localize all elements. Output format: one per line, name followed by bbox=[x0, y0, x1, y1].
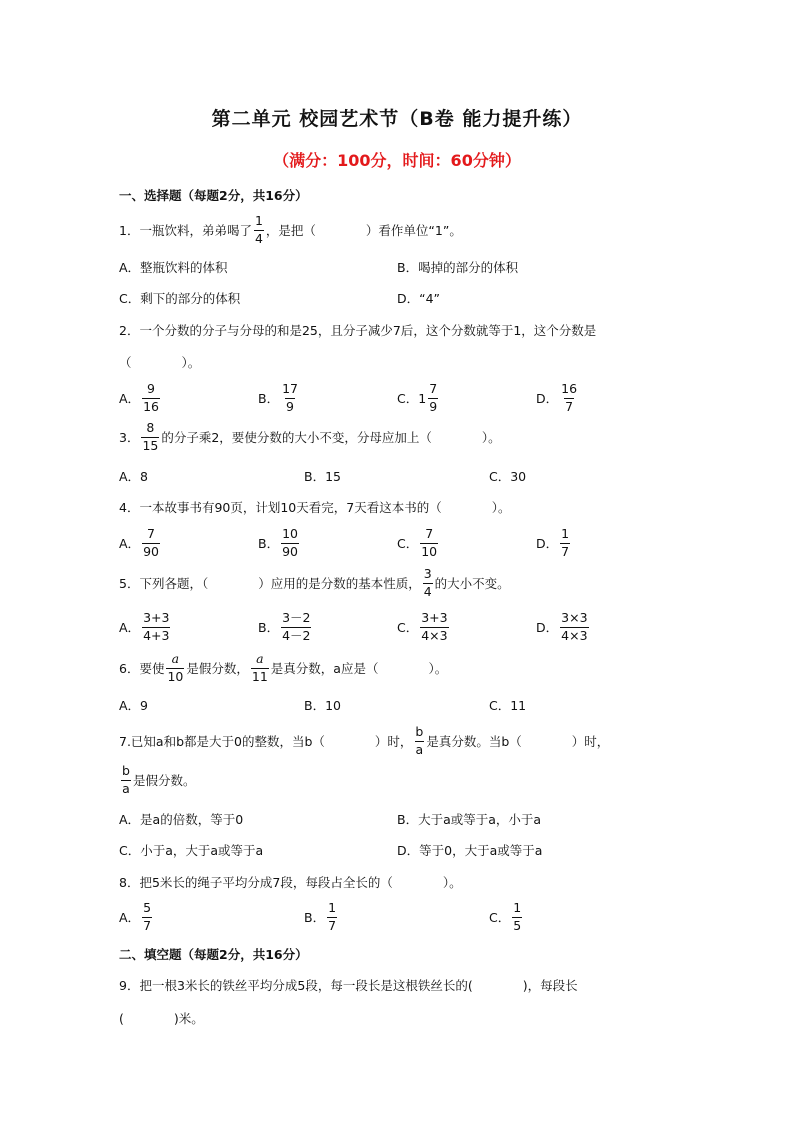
q6-stem-pre: 6．要使 bbox=[119, 661, 165, 676]
question-4: 4．一本故事书有90页，计划10天看完，7天看这本书的（ ）。 bbox=[119, 500, 511, 515]
option-label: C． bbox=[397, 536, 419, 551]
frac-numerator: 3+3 bbox=[421, 610, 448, 625]
frac-denominator: 15 bbox=[142, 437, 159, 453]
frac-numerator: 10 bbox=[282, 526, 298, 541]
option-fraction bbox=[420, 528, 438, 558]
option-label: C． bbox=[397, 620, 419, 635]
frac-numerator: 17 bbox=[282, 381, 298, 396]
frac-numerator: 3×3 bbox=[561, 610, 588, 625]
question-8: 8．把5米长的绳子平均分成7段，每段占全长的（ ）。 bbox=[119, 875, 462, 890]
option-label: B． bbox=[258, 620, 280, 635]
q3-stem-post: 的分子乘2，要使分数的大小不变，分母应加上（ ）。 bbox=[161, 430, 501, 445]
option-fraction bbox=[560, 528, 570, 558]
option-fraction bbox=[281, 528, 299, 558]
q5-stem-pre: 5．下列各题，（ ）应用的是分数的基本性质， bbox=[119, 576, 421, 591]
q3-option-c[interactable]: C．30 bbox=[489, 469, 527, 484]
q6-stem-post: 是真分数，a应是（ ）。 bbox=[270, 661, 448, 676]
frac-numerator: a bbox=[171, 651, 180, 666]
option-label: D． bbox=[536, 620, 559, 635]
page-subtitle: （满分：100分，时间：60分钟） bbox=[273, 151, 521, 170]
q5-option-b[interactable] bbox=[258, 610, 313, 644]
q6-stem-mid: 是假分数， bbox=[186, 661, 249, 676]
frac-numerator: 1 bbox=[561, 526, 570, 541]
section-heading-fill-blank: 二、填空题（每题2分，共16分） bbox=[119, 947, 308, 962]
frac-numerator: b bbox=[122, 763, 130, 778]
q1-stem-post: ，是把（ ）看作单位“1”。 bbox=[265, 223, 462, 238]
frac-numerator: 1 bbox=[254, 213, 263, 228]
frac-numerator: 3－2 bbox=[282, 610, 311, 625]
question-3 bbox=[119, 420, 501, 454]
frac-denominator: 10 bbox=[167, 668, 184, 684]
section-heading-choice: 一、选择题（每题2分，共16分） bbox=[119, 188, 308, 203]
option-label: A． bbox=[119, 536, 141, 551]
q7-stem-mid: 是真分数。当b（ ）时， bbox=[426, 734, 610, 749]
option-label: D． bbox=[536, 536, 559, 551]
option-label: A． bbox=[119, 910, 141, 925]
option-label: B． bbox=[258, 536, 280, 551]
frac-denominator: 7 bbox=[143, 917, 152, 933]
frac-denominator: 7 bbox=[561, 543, 570, 559]
frac-denominator: 4+3 bbox=[143, 627, 170, 643]
frac-denominator: 10 bbox=[421, 543, 438, 559]
option-label: D． bbox=[536, 391, 559, 406]
option-label: B． bbox=[258, 391, 280, 406]
option-label: A． bbox=[119, 391, 141, 406]
frac-denominator: 90 bbox=[143, 543, 159, 559]
frac-denominator: 16 bbox=[143, 398, 159, 414]
mixed-whole: 1 bbox=[418, 390, 427, 406]
option-fraction bbox=[420, 612, 448, 642]
q7-option-a[interactable]: A．是a的倍数，等于0 bbox=[119, 812, 244, 827]
frac-denominator: 9 bbox=[429, 398, 438, 414]
option-fraction bbox=[142, 383, 160, 413]
option-fraction bbox=[142, 902, 152, 932]
option-fraction bbox=[142, 528, 160, 558]
frac-numerator: 8 bbox=[146, 420, 155, 435]
q4-option-d[interactable] bbox=[536, 526, 572, 560]
frac-denominator: 4 bbox=[423, 583, 432, 599]
q7-option-b[interactable]: B．大于a或等于a，小于a bbox=[397, 812, 542, 827]
frac-denominator: 7 bbox=[328, 917, 337, 933]
q6-option-a[interactable]: A．9 bbox=[119, 698, 149, 713]
frac-denominator: 4×3 bbox=[561, 627, 588, 643]
q1-option-a[interactable]: A．整瓶饮料的体积 bbox=[119, 260, 228, 275]
q3-fraction bbox=[141, 422, 159, 452]
question-7 bbox=[119, 724, 609, 758]
frac-numerator: 7 bbox=[425, 526, 434, 541]
question-9-line-2: ( )米。 bbox=[119, 1011, 204, 1026]
option-fraction bbox=[281, 612, 311, 642]
q2-option-c[interactable] bbox=[397, 381, 440, 415]
q2-option-b[interactable] bbox=[258, 381, 301, 415]
q7-stem-post: 是假分数。 bbox=[132, 773, 196, 788]
option-fraction bbox=[428, 383, 438, 413]
option-fraction bbox=[142, 612, 170, 642]
q5-fraction bbox=[423, 568, 433, 598]
question-2-line-1: 2．一个分数的分子与分母的和是25，且分子减少7后，这个分数就等于1，这个分数是 bbox=[119, 323, 597, 338]
frac-denominator: 4－2 bbox=[282, 627, 311, 643]
frac-numerator: 1 bbox=[328, 900, 337, 915]
q3-stem-pre: 3． bbox=[119, 430, 140, 445]
q7-fraction-1 bbox=[414, 726, 424, 756]
q3-option-a[interactable]: A．8 bbox=[119, 469, 149, 484]
option-fraction bbox=[512, 902, 522, 932]
q5-option-c[interactable] bbox=[397, 610, 451, 644]
question-1 bbox=[119, 213, 462, 247]
question-5 bbox=[119, 566, 510, 600]
q7-option-d[interactable]: D．等于0，大于a或等于a bbox=[397, 843, 543, 858]
question-2-line-2: （ ）。 bbox=[119, 355, 201, 370]
q7-option-c[interactable]: C．小于a，大于a或等于a bbox=[119, 843, 264, 858]
frac-numerator: 16 bbox=[561, 381, 578, 396]
q1-option-d[interactable]: D．“4” bbox=[397, 291, 441, 306]
q1-stem-pre: 1．一瓶饮料，弟弟喝了 bbox=[119, 223, 252, 238]
option-fraction bbox=[281, 383, 299, 413]
page-title: 第二单元 校园艺术节（B卷 能力提升练） bbox=[211, 108, 583, 130]
option-fraction bbox=[560, 612, 588, 642]
option-label: B． bbox=[304, 910, 326, 925]
question-9-line-1: 9．把一根3米长的铁丝平均分成5段，每一段长是这根铁丝长的( )，每段长 bbox=[119, 978, 578, 993]
q6-option-b[interactable]: B．10 bbox=[304, 698, 341, 713]
frac-denominator: 5 bbox=[513, 917, 522, 933]
q4-option-c[interactable] bbox=[397, 526, 440, 560]
frac-numerator: 3 bbox=[423, 566, 432, 581]
option-mixed-number bbox=[418, 383, 440, 413]
frac-denominator: a bbox=[122, 780, 130, 796]
frac-numerator: 1 bbox=[513, 900, 522, 915]
q2-option-a[interactable] bbox=[119, 381, 162, 415]
frac-numerator: 7 bbox=[147, 526, 155, 541]
frac-numerator: b bbox=[415, 724, 424, 739]
frac-denominator: 4 bbox=[254, 230, 263, 246]
q6-fraction-1 bbox=[166, 653, 184, 683]
q7-stem-pre: 7.已知a和b都是大于0的整数，当b（ ）时， bbox=[119, 734, 413, 749]
frac-denominator: 9 bbox=[286, 398, 294, 414]
frac-denominator: 7 bbox=[565, 398, 574, 414]
frac-denominator: 11 bbox=[251, 668, 268, 684]
q1-option-b[interactable]: B．喝掉的部分的体积 bbox=[397, 260, 519, 275]
frac-numerator: 5 bbox=[143, 900, 152, 915]
q6-option-c[interactable]: C．11 bbox=[489, 698, 527, 713]
frac-denominator: a bbox=[415, 741, 424, 757]
frac-denominator: 4×3 bbox=[421, 627, 448, 643]
option-fraction bbox=[560, 383, 578, 413]
q8-option-c[interactable] bbox=[489, 900, 524, 934]
question-6 bbox=[119, 651, 447, 685]
q1-fraction bbox=[254, 215, 264, 245]
q5-option-a[interactable] bbox=[119, 610, 172, 644]
q1-option-c[interactable]: C．剩下的部分的体积 bbox=[119, 291, 241, 306]
q5-stem-post: 的大小不变。 bbox=[434, 576, 510, 591]
frac-denominator: 90 bbox=[282, 543, 298, 559]
q7-fraction-2 bbox=[121, 765, 131, 795]
q8-option-b[interactable] bbox=[304, 900, 339, 934]
frac-numerator: a bbox=[256, 651, 264, 666]
q6-fraction-2 bbox=[251, 653, 269, 683]
option-label: C． bbox=[489, 910, 511, 925]
frac-numerator: 7 bbox=[429, 381, 438, 396]
q3-option-b[interactable]: B．15 bbox=[304, 469, 341, 484]
q4-option-b[interactable] bbox=[258, 526, 301, 560]
q4-option-a[interactable] bbox=[119, 526, 162, 560]
option-fraction bbox=[327, 902, 337, 932]
q5-option-d[interactable] bbox=[536, 610, 591, 644]
frac-numerator: 3+3 bbox=[143, 610, 170, 625]
option-label: C． bbox=[397, 391, 419, 406]
frac-numerator: 9 bbox=[147, 381, 155, 396]
question-7-line-2 bbox=[119, 763, 195, 797]
q8-option-a[interactable] bbox=[119, 900, 154, 934]
q2-option-d[interactable] bbox=[536, 381, 580, 415]
option-label: A． bbox=[119, 620, 141, 635]
